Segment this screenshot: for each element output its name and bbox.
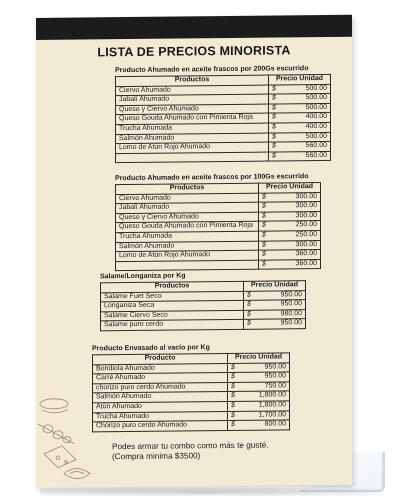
currency-symbol: $ (269, 85, 279, 95)
price-table (100, 280, 306, 331)
unit-price: 360.00 (268, 250, 321, 260)
unit-price: 750.00 (237, 382, 290, 392)
product-name: Queso Gouda Ahumado con Pimienta Roja (116, 113, 269, 124)
column-header-price: Precio Unidad (269, 74, 331, 84)
product-name: Lomo de Atún Rojo Ahumado (116, 250, 259, 261)
product-name: Salame Fuet Seco (101, 291, 244, 302)
currency-symbol: $ (244, 300, 254, 310)
unit-price: 500.00 (278, 103, 331, 113)
product-name: Longaniza Seca (101, 301, 244, 312)
price-table (115, 74, 331, 164)
product-name: Salame Ciervo Seco (101, 310, 244, 321)
unit-price: 300.00 (268, 240, 321, 250)
combo-note (112, 440, 322, 462)
product-name: Jabalí Ahumado (116, 202, 259, 213)
product-name (116, 152, 269, 163)
product-name: chorizo puro cerdo Ahumado (93, 382, 228, 393)
unit-price: 560.00 (278, 151, 331, 161)
product-name: Bondiola Ahumado (93, 363, 228, 374)
section-envasado-vacio (92, 343, 290, 432)
currency-symbol: $ (269, 113, 279, 123)
column-header-product: Productos (116, 183, 259, 194)
unit-price: 950.00 (237, 372, 290, 382)
currency-symbol: $ (259, 221, 269, 231)
unit-price: 400.00 (278, 122, 331, 132)
currency-symbol: $ (244, 291, 254, 301)
product-name: Ciervo Ahumado (116, 85, 269, 96)
unit-price: 800.00 (237, 420, 290, 430)
table-row (116, 259, 321, 271)
currency-symbol: $ (269, 133, 279, 143)
price-list-sheet (36, 15, 352, 488)
product-name: Ciervo Ahumado (116, 193, 259, 204)
section-aceite-100g (115, 173, 321, 272)
currency-symbol: $ (228, 421, 238, 431)
section-title: Salame/Longaniza por Kg (100, 272, 186, 281)
unit-price: 300.00 (268, 192, 321, 202)
column-header-price: Precio Unidad (244, 281, 306, 291)
currency-symbol: $ (228, 373, 238, 383)
unit-price: 500.00 (278, 132, 331, 142)
section-aceite-200g (115, 65, 331, 164)
unit-price: 1,800.00 (237, 391, 290, 401)
currency-symbol: $ (259, 231, 269, 241)
section-salame-longaniza (100, 271, 306, 331)
section-title: Producto Ahumado en aceite frascos por 200Gs escurrido (115, 65, 309, 75)
product-name: Salmón Ahumado (93, 392, 228, 403)
product-name: Salmón Ahumado (116, 133, 269, 144)
product-name: Trucha Ahumada (116, 123, 269, 134)
unit-price: 250.00 (268, 230, 321, 240)
currency-symbol: $ (228, 392, 238, 402)
header-bar (36, 15, 352, 40)
product-name: Carré Ahumado (93, 373, 228, 384)
section-title: Producto Ahumado en aceite frascos por 100Gs escurrido (115, 173, 309, 183)
product-name (116, 260, 259, 271)
product-name: Trucha Ahumada (116, 231, 259, 242)
currency-symbol: $ (259, 202, 269, 212)
currency-symbol: $ (228, 401, 238, 411)
unit-price: 360.00 (268, 259, 321, 269)
currency-symbol: $ (259, 260, 269, 270)
product-name: Lomo de Atún Rojo Ahumado (116, 142, 269, 153)
product-name: Queso Gouda Ahumado con Pimienta Roja (116, 222, 259, 233)
product-name: Queso y Ciervo Ahumado (116, 212, 259, 223)
unit-price: 950.00 (237, 362, 290, 372)
currency-symbol: $ (269, 94, 279, 104)
unit-price: 1,800.00 (237, 401, 290, 411)
unit-price: 950.00 (253, 300, 306, 310)
currency-symbol: $ (259, 193, 269, 203)
product-name: Atún Ahumado (93, 401, 228, 412)
column-header-product: Producto (93, 353, 228, 364)
food-sketch-decoration (34, 389, 104, 488)
unit-price: 950.00 (253, 290, 306, 300)
unit-price: 950.00 (253, 319, 306, 329)
product-name: Trucha Ahumado (93, 411, 228, 422)
product-name: Queso y Ciervo Ahumado (116, 104, 269, 115)
combo-note-line2: (Compra minima $3500) (112, 451, 201, 462)
currency-symbol: $ (228, 363, 238, 373)
table-row (116, 151, 331, 163)
currency-symbol: $ (269, 142, 279, 152)
page-title: LISTA DE PRECIOS MINORISTA (97, 43, 291, 60)
unit-price: 560.00 (278, 142, 331, 152)
currency-symbol: $ (259, 241, 269, 251)
product-name: Chorizo puro cerdo Ahumado (93, 421, 228, 432)
column-header-price: Precio Unidad (228, 353, 290, 363)
table-row (93, 420, 290, 432)
currency-symbol: $ (269, 104, 279, 114)
currency-symbol: $ (244, 310, 254, 320)
column-header-product: Productos (101, 281, 244, 292)
unit-price: 300.00 (268, 211, 321, 221)
product-name: Jabalí Ahumado (116, 94, 269, 105)
currency-symbol: $ (244, 320, 254, 330)
price-table (92, 352, 290, 432)
unit-price: 500.00 (278, 84, 331, 94)
column-header-product: Productos (116, 75, 269, 86)
currency-symbol: $ (228, 411, 238, 421)
table-row (101, 319, 306, 331)
currency-symbol: $ (259, 212, 269, 222)
currency-symbol: $ (228, 382, 238, 392)
product-name: Salmón Ahumado (116, 241, 259, 252)
currency-symbol: $ (259, 250, 269, 260)
unit-price: 250.00 (268, 221, 321, 231)
section-title: Producto Envasado al vacío por Kg (92, 344, 210, 353)
column-header-price: Precio Unidad (259, 183, 321, 193)
product-name: Salame puro cerdo (101, 320, 244, 331)
unit-price: 1,700.00 (237, 410, 290, 420)
unit-price: 300.00 (268, 202, 321, 212)
unit-price: 500.00 (278, 94, 331, 104)
unit-price: 980.00 (253, 309, 306, 319)
price-table (115, 182, 321, 272)
currency-symbol: $ (269, 123, 279, 133)
combo-note-line1: Podes armar tu combo como más te gusté. (112, 440, 269, 452)
unit-price: 400.00 (278, 113, 331, 123)
currency-symbol: $ (269, 152, 279, 162)
